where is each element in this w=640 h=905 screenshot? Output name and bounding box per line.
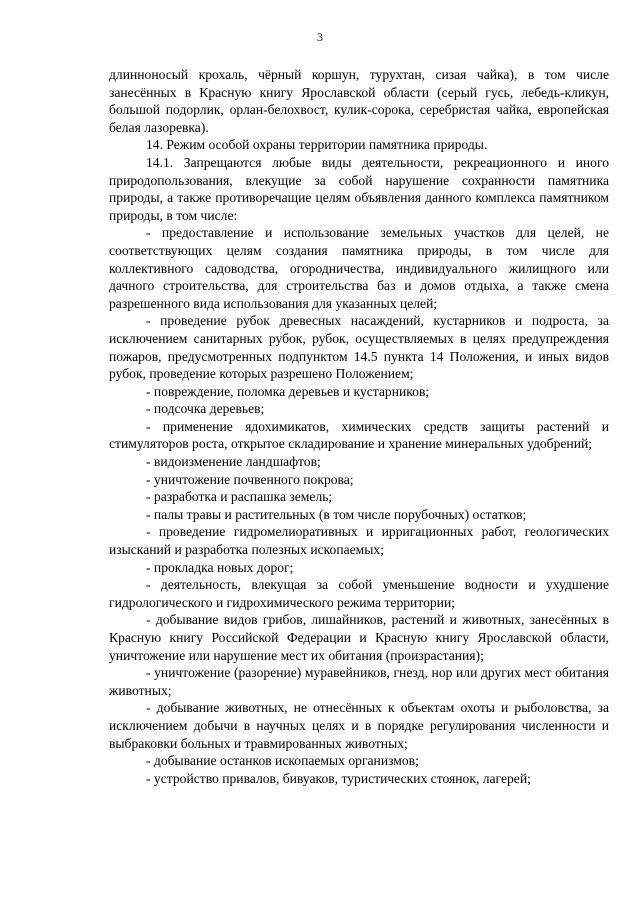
paragraph: - применение ядохимикатов, химических средств защиты растений и стимуляторов роста, открытое складирование и хранение минеральных удобрений; [109,418,609,452]
paragraph: - устройство привалов, бивуаков, туристических стоянок, лагерей; [146,770,531,786]
paragraph: - уничтожение (разорение) муравейников, гнезд, нор или других мест обитания животных; [109,665,609,698]
page-number: 3 [317,30,323,44]
paragraph: - подсочка деревьев; [146,401,265,417]
document-body [109,66,609,787]
paragraph: - добывание животных, не отнесённых к объектам охоты и рыболовства, за исключением добычи в научных целях и в порядке регулирования численности и выбраковки больных и травмированных животных; [109,700,609,751]
paragraph: - проведение рубок древесных насаждений, кустарников и подроста, за исключением санитарных рубок, рубок, осуществляемых в целях предупреждения пожаров, предусмотренных подпунктом 14.5 пункта 14 Положения, и иных видов рубок, проведение которых разрешено Положением; [109,313,609,382]
paragraph: длинноносый крохаль, чёрный коршун, турухтан, сизая чайка), в том числе занесённых в Красную книгу Ярославской области (серый гусь, лебедь-кликун, большой подорлик, орлан-белохвост, кулик-сорока, серебристая чайка, европейская белая лазоревка). [109,67,609,135]
paragraph: - предоставление и использование земельных участков для целей, не соответствующих целям создания памятника природы, в том числе для коллективного садоводства, огородничества, индивидуального жилищного или дачного строительства, для строительства баз и домов отдыха, а также смена разрешенного вида использования для указанных целей; [109,225,609,311]
paragraph: 14.1. Запрещаются любые виды деятельности, рекреационного и иного природопользования, влекущие за собой нарушение сохранности памятника природы, а также противоречащие целям объявления данного комплекса памятником природы, в том числе: [109,154,609,223]
paragraph: - повреждение, поломка деревьев и кустарников; [146,383,430,399]
paragraph: - добывание видов грибов, лишайников, растений и животных, занесённых в Красную книгу Российской Федерации и Красную книгу Ярославской области, уничтожение или нарушение мест их обитания (произрастания); [109,612,609,663]
paragraph: - палы травы и растительных (в том числе порубочных) остатков; [146,506,527,522]
paragraph: - прокладка новых дорог; [146,559,294,575]
paragraph: - проведение гидромелиоративных и ирригационных работ, геологических изысканий и разработка полезных ископаемых; [109,524,609,558]
paragraph: - видоизменение ландшафтов; [146,454,321,470]
paragraph: - деятельность, влекущая за собой уменьшение водности и ухудшение гидрологического и гидрохимического режима территории; [109,577,609,610]
paragraph: - разработка и распашка земель; [146,489,333,505]
paragraph: - добывание останков ископаемых организмов; [146,753,419,769]
paragraph: - уничтожение почвенного покрова; [146,471,354,487]
paragraph: 14. Режим особой охраны территории памятника природы. [146,137,488,153]
